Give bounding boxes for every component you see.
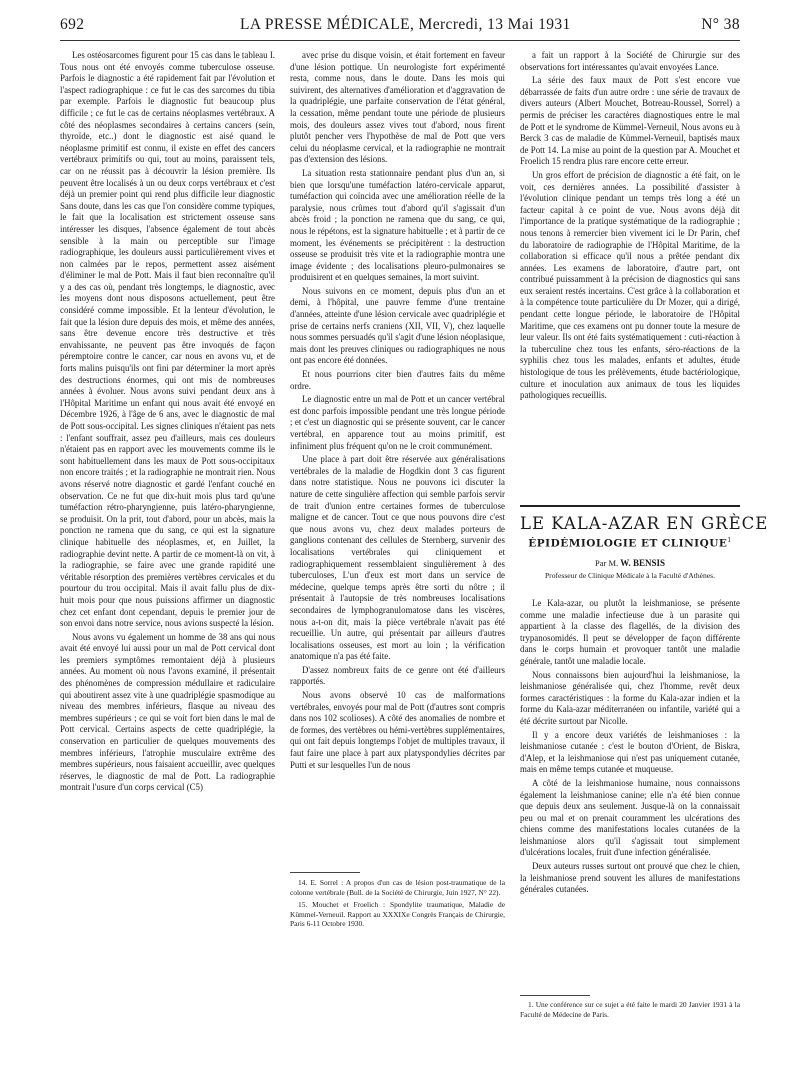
footnote: 14. E. Sorrel : A propos d'un cas de lésion post-traumatique de la colonne vertébrale (Bull. de la Société de Chirurgie, Juin 1927, N° 22).: [290, 878, 505, 897]
paragraph: La situation resta stationnaire pendant plus d'un an, si bien que lorsqu'une tuméfaction latéro-cervicale apparut, tuméfaction qui coïncida avec une amélioration réelle de la paralysie, nous crûmes tout d'abord qu'il s'agissait d'un abcès froid ; la ponction ne ramena que du sang, ce qui, nous le répétons, est la signature habituelle ; et à partir de ce moment, les événements se précipitèrent : la destruction osseuse se produisit très vite et la radiographie montra une image évidente ; des localisations pleuro-pulmonaires se produisirent et en quelques semaines, la mort suivint.: [290, 167, 505, 283]
footnotes-column-2: [290, 878, 505, 932]
article-subtitle: [520, 537, 740, 550]
author-name: W. BENSIS: [620, 558, 665, 568]
footnote: 1. Une conférence sur ce sujet a été faite le mardi 20 Janvier 1931 à la Faculté de Médecine de Paris.: [520, 1000, 740, 1019]
paragraph: Nous suivons en ce moment, depuis plus d'un an et demi, à l'hôpital, une pauvre femme d'une trentaine d'années, atteinte d'une lésion cervicale avec quadriplégie et prise de certains nerfs craniens (XII, VII, V), chez laquelle nous sommes persuadés qu'il s'agit d'une lésion néoplasique, mais dont les preuves cliniques ou radiographiques ne nous ont pas encore été données.: [290, 285, 505, 366]
paragraph: D'assez nombreux faits de ce genre ont été d'ailleurs rapportés.: [290, 664, 505, 687]
article-separator: [520, 505, 740, 507]
footnote: 15. Mouchet et Froelich : Spondylite traumatique, Maladie de Kümmel-Verneuil. Rapport au XXXIXe Congrès Français de Chirurgie, Paris 6-11 Octobre 1930.: [290, 900, 505, 929]
column-1: [60, 50, 275, 1018]
footnote-rule: [520, 995, 590, 996]
page-number: 692: [60, 16, 85, 33]
column-2: [290, 50, 505, 868]
footnotes-article: [520, 1000, 740, 1019]
article-title: LE KALA-AZAR EN GRÈCE: [520, 514, 769, 533]
running-header: [60, 16, 740, 38]
paragraph: La série des faux maux de Pott s'est encore vue débarrassée de faits d'un autre ordre : une série de travaux de divers auteurs (Albert Mouchet, Botreau-Roussel, Sorrel) a permis de préciser les caractères diagnostiques entre le mal de Pott et le syndrome de Kümmel-Verneuil, Nous avons eu à Berck 3 cas de maladie de Kümmel-Verneuil, baptisés maux de Pott 14. La mise au point de la question par A. Mouchet et Froelich 15 rendra plus rare encore cette erreur.: [520, 75, 740, 167]
article-body: [520, 598, 740, 988]
author-affiliation: Professeur de Clinique Médicale à la Faculté d'Athènes.: [544, 571, 716, 580]
paragraph: Le diagnostic entre un mal de Pott et un cancer vertébral est donc parfois impossible pendant une très longue période ; et c'est un diagnostic qui se présente souvent, car le cancer vertébral, en apparence tout au moins primitif, est infiniment plus fréquent qu'on ne le croit communément.: [290, 394, 505, 451]
footnote-rule: [290, 872, 360, 873]
paragraph: Le Kala-azar, ou plutôt la leishmaniose, se présente comme une maladie infectieuse due à un parasite qui appartient à la classe des flagellés, de la division des trypanosomidés. Il peut se développer de façon différente dans le corps humain et provoquer tantôt une maladie générale, tantôt une maladie locale.: [520, 598, 740, 666]
article-subtitle-text: ÉPIDÉMIOLOGIE ET CLINIQUE: [528, 537, 728, 550]
paragraph: A côté de la leishmaniose humaine, nous connaissons également la leishmaniose canine; elle n'a été bien connue que depuis deux ans seulement. Jusque-là on la connaissait peu ou mal et on prenait couramment les ulcérations des chiens comme des manifestations locales cutanées de la leishmaniose alors qu'il s'agissait tout simplement d'ulcérations locales, fruit d'une infection généralisée.: [520, 777, 740, 858]
issue-number: N° 38: [701, 16, 740, 33]
journal-title: LA PRESSE MÉDICALE, Mercredi, 13 Mai 1931: [240, 16, 571, 33]
paragraph: Deux auteurs russes surtout ont prouvé que chez le chien, la leishmaniose prend souvent les allures de manifestations générales cutanées.: [520, 861, 740, 895]
paragraph: a fait un rapport à la Société de Chirurgie sur des observations fort intéressantes qu'avait envoyées Lance.: [520, 50, 740, 72]
paragraph: Et nous pourrions citer bien d'autres faits du même ordre.: [290, 369, 505, 391]
header-rule: [60, 40, 740, 41]
column-3: [520, 50, 740, 500]
paragraph: Une place à part doit être réservée aux généralisations vertébrales de la maladie de Hogdkin dont 3 cas figurent dans notre statistique. Nous ne pouvons ici discuter la nature de cette singulière affection qui semble parfois servir de trait d'union entre certaines formes de tuberculose maligne et de cancer. Tout ce que nous pouvons dire c'est que nous avons vu, chez deux malades porteurs de ganglions contenant des cellules de Sternberg, survenir des localisations vertébrales qui cliniquement et radiographiquement ressemblaient singulièrement à des tuberculoses, L'un d'eux est mort dans un service de médecine, quelque temps après être sorti du nôtre ; il présentait à l'autopsie de très nombreuses localisations secondaires de lymphogranulomatose dans les viscères, nous a-t-on dit, mais la pièce vertébrale n'avait pas été recueillie. Un autre, qui présentait par ailleurs d'autres localisations osseuses, est mort au loin ; la vérification anatomique n'a pas été faite.: [290, 454, 505, 662]
paragraph: Il y a encore deux variétés de leishmanioses : la leishmaniose cutanée : c'est le bouton d'Orient, de Biskra, d'Alep, et la leishmaniose qui n'est pas uniquement cutanée, mais en même temps cutanée et muqueuse.: [520, 729, 740, 775]
paragraph: Nous avons vu également un homme de 38 ans qui nous avait été envoyé lui aussi pour un mal de Pott cervical dont les premiers symptômes remontaient déjà à plusieurs années. Au moment où nous l'avons examiné, il présentait des phénomènes de compression médullaire et radiculaire qui aboutirent assez vite à une quadriplégie spasmodique au niveau des membres inférieurs, flasque au niveau des membres supérieurs ; ce qui se voit fort bien dans le mal de Pott cervical. Certains aspects de cette quadriplégie, la conservation en particulier de quelques mouvements des membres inférieurs, l'atrophie musculaire extrême des membres supérieurs, nous faisaient accueillir, avec quelques réserves, le diagnostic de mal de Pott. La radiographie montrait l'usure d'un corps cervical (C5): [60, 631, 275, 793]
paragraph: Les ostéosarcomes figurent pour 15 cas dans le tableau I. Tous nous ont été envoyés comme tuberculose osseuse. Parfois le diagnostic a été rapidement fait par l'évolution et l'aspect radiographique : ce fut le cas des sarcomes du tibia par exemple. Parfois le diagnostic fut beaucoup plus difficile ; ce fut le cas de certains néoplasmes vertébraux. A côté des néoplasmes secondaires à certains cancers (sein, thyroïde, etc..) dont le diagnostic est aisé quand le néoplasme primitif est connu, il existe en effet des cancers vertébraux primitifs ou qui, tout au moins, paraissent tels, car on ne réussit pas à découvrir la lésion première. Ils peuvent être localisés à un ou deux corps vertébraux et c'est déjà un premier point qui rend plus difficile leur diagnostic Sans doute, dans les cas que l'on considère comme typiques, le fait que la localisation est strictement osseuse sans intéresser les disques, l'absence également de tout abcès sensible à la main ou perceptible sur l'image radiographique, les douleurs aussi particulièrement vives et non calmées par le repos, permettent assez aisément d'éliminer le mal de Pott. Mais il faut bien reconnaître qu'il y a des cas où, pendant très longtemps, le diagnostic, avec les moyens dont nous disposons actuellement, peut être considéré comme impossible. Et la lenteur d'évolution, le fait que la lésion dure depuis des mois, et même des années, sans être devenue encore très destructive et très envahissante, ne peuvent pas être invoqués de façon péremptoire contre le cancer, car nous en avons vu, et de forts malins puisqu'ils ont fini par déterminer la mort après des destructions énormes, qui ont mis de nombreuses années à évoluer. Nous avons suivi pendant deux ans à l'Hôpital Maritime un enfant qui nous avait été envoyé en Décembre 1926, à l'âge de 6 ans, avec le diagnostic de mal de Pott sous-occipital. Les signes cliniques n'étaient pas nets : l'enfant souffrait, assez peu d'ailleurs, mais ces douleurs n'étaient pas en rapport avec les mouvements comme ils le sont habituellement dans les maux de Pott sous-occipitaux non encore traités ; et la radiographie ne montrait rien. Nous avons réservé notre diagnostic et gardé l'enfant couché en observation. Ce ne fut que dix-huit mois plus tard qu'une tuméfaction rétro-pharyngienne, puis latéro-pharyngienne, se produisit. On la prit, tout d'abord, pour un abcès, mais la ponction ne ramena que du sang, ce qui est la signature clinique habituelle des néoplasmes, et, en Juillet, la radiographie devint nette. A partir de ce moment-là on vit, à la radiographie, se faire avec une grande rapidité une véritable résorption des premières vertèbres cervicales et du pourtour du trou occipital. Mais il avait fallu plus de dix-huit mois pour que nous puissions affirmer un diagnostic chez cet enfant dont cependant, depuis le premier jour de son envoi dans notre service, nous avions suspecté la lésion.: [60, 50, 275, 629]
paragraph: Nous avons observé 10 cas de malformations vertébrales, envoyés pour mal de Pott (d'autres sont compris dans nos 102 scolioses). A côté des anomalies de nombre et de formes, des vertèbres ou hémi-vertèbres supplémentaires, qui ont fait depuis longtemps l'objet de multiples travaux, il faut faire une place à part aux platyspondylies décrites par Putti et sur lesquelles l'un de nous: [290, 690, 505, 770]
footnote-mark: 1: [727, 537, 732, 544]
article-author: [520, 558, 740, 568]
paragraph: avec prise du disque voisin, et était fortement en faveur d'une lésion pottique. Un neurologiste fort expérimenté resta, comme nous, dans le doute. Dans les mois qui suivirent, des alternatives d'amélioration et d'aggravation de la quadriplégie, une parfaite conservation de l'état général, la cessation, même pendant toute une période de plusieurs mois, des douleurs assez vives tout d'abord, nous firent plutôt pencher vers l'hypothèse de mal de Pott que vers celui du néoplasme cervical, et la radiographie ne montrait pas d'extension des lésions.: [290, 50, 505, 165]
author-prefix: Par M.: [595, 558, 619, 568]
paragraph: Un gros effort de précision de diagnostic a été fait, on le voit, ces dernières années. La possibilité d'assister à l'évolution clinique pendant un temps très long a été un facteur capital à ce point de vue. Nous avons déjà dit l'importance de la pratique systématique de la radiographie ; nous tenons à remercier bien vivement ici le Dr Parin, chef du laboratoire de radiographie de l'Hôpital Maritime, de la collaboration si efficace qu'il nous a prêtée pendant dix années. Les examens de laboratoire, d'autre part, ont contribué puissamment à la précision de diagnostics qui sans eux seraient restés incertains. C'est grâce à la collaboration et à la compétence toute particulière du Dr Mozer, qui a dirigé, pendant cette longue période, le laboratoire de l'Hôpital Maritime, que ces examens ont pu donner toute la mesure de leur valeur. Ils ont été faits systématiquement : cuti-réaction à la tuberculine chez tous les enfants, séro-réactions de la syphilis chez tous les malades, enfants et adultes, étude histologique de tous les prélèvements, étude bactériologique, culture et inoculation aux animaux de tous les liquides pathologiques recueillis.: [520, 169, 740, 401]
paragraph: Nous connaissons bien aujourd'hui la leishmaniose, la leishmaniose généralisée qui, chez l'homme, revêt deux formes caractéristiques : la forme du Kala-azar indien et la forme du Kala-azar méditerranéen ou infantile, variété qui a été décrite surtout par Nicolle.: [520, 669, 740, 726]
